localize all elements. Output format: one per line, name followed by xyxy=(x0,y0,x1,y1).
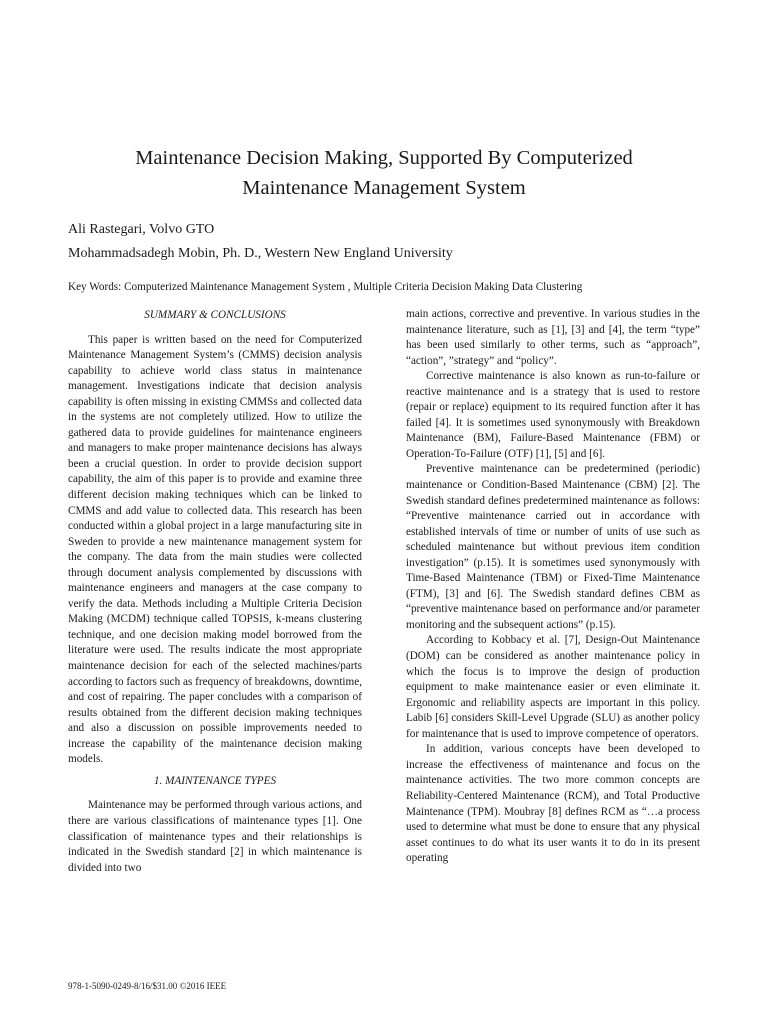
summary-paragraph: This paper is written based on the need for Computerized Maintenance Management System’s (CMMS) decision analysis capability to achieve world class status in maintenance management. Investigations indicate that decision analysis capability is often missing in existing CMMSs and collected data in the systems are not completely utilized. How to utilize the gathered data to provide guidelines for maintenance engineers and managers to make proper maintenance decisions has always been a crucial question. In order to provide decision support capability, the aim of this paper is to provide and examine three different decision making techniques which can be linked to CMMS and add value to collected data. This research has been conducted within a global project in a large manufacturing site in Sweden to provide a new maintenance management system for the company. The data from the main studies were collected through document analysis complemented by discussions with maintenance engineers and managers at the case company to verify the data. Methods including a Multiple Criteria Decision Making (MCDM) technique called TOPSIS, k-means clustering technique, and one decision making model borrowed from the literature were used. The results indicate the most appropriate maintenance decision for each of the selected machines/parts according to factors such as frequency of breakdowns, downtime, and cost of repairing. The paper concludes with a comparison of results obtained from the different decision making techniques and also a discussion on possible improvements needed to increase the capability of the maintenance decision making models. xyxy=(68,333,362,766)
section-1-paragraph-3: Preventive maintenance can be predetermined (periodic) maintenance or Condition-Based Maintenance (CBM) [2]. The Swedish standard defines predetermined maintenance as follows: “Preventive maintenance carried out in accordance with established intervals of time or number of units of use such as scheduled maintenance but without previous item condition investigation” (p.15). It is sometimes used synonymously with Time-Based Maintenance (TBM) or Fixed-Time Maintenance (FTM), [3] and [6]. The Swedish standard defines CBM as “preventive maintenance based on performance and/or parameter monitoring and the subsequent actions” (p.15). xyxy=(406,463,700,631)
copyright-footer: 978-1-5090-0249-8/16/$31.00 ©2016 IEEE xyxy=(68,981,227,991)
left-column xyxy=(68,308,362,876)
paper-title xyxy=(60,143,708,203)
title-line-1: Maintenance Decision Making, Supported By Computerized xyxy=(135,147,633,169)
keywords: Key Words: Computerized Maintenance Management System , Multiple Criteria Decision Making Data Clustering xyxy=(68,281,583,293)
title-line-2: Maintenance Management System xyxy=(242,177,526,199)
section-1-heading: 1. MAINTENANCE TYPES xyxy=(153,774,277,787)
summary-heading: SUMMARY & CONCLUSIONS xyxy=(144,309,286,321)
author-2: Mohammadsadegh Mobin, Ph. D., Western New England University xyxy=(68,246,453,261)
section-1-paragraph-1: Maintenance may be performed through various actions, and there are various classifications of maintenance types [1]. One classification of maintenance types and their relationships is indicated in the Swedish standard [2] in which maintenance is divided into two xyxy=(68,799,362,874)
section-1-paragraph-4: According to Kobbacy et al. [7], Design-Out Maintenance (DOM) can be considered as another maintenance policy in which the focus is to improve the design of production equipment to make maintenance easier or even eliminate it. Ergonomic and reliability aspects are important in this policy. Labib [6] considers Skill-Level Upgrade (SLU) as another policy for maintenance that is used to improve competence of operators. xyxy=(406,634,700,740)
section-1-paragraph-1-continued: main actions, corrective and preventive. In various studies in the maintenance literature, such as [1], [3] and [4], the term “type” has been used similarly to other terms, such as “approach”, “action”, ”strategy” and “policy”. xyxy=(406,308,700,367)
author-1: Ali Rastegari, Volvo GTO xyxy=(68,222,215,237)
section-1-paragraph-2: Corrective maintenance is also known as run-to-failure or reactive maintenance and is a strategy that is used to restore (repair or replace) equipment to its required function after it has failed [4]. It is sometimes used synonymously with Breakdown Maintenance (BM), Failure-Based Maintenance (FBM) or Operation-To-Failure (OTF) [1], [5] and [6]. xyxy=(406,370,700,460)
section-1-paragraph-5: In addition, various concepts have been developed to increase the effectiveness of maintenance and focus on the maintenance activities. The two more common concepts are Reliability-Centered Maintenance (RCM), and Total Productive Maintenance (TPM). Moubray [8] defines RCM as “…a process used to determine what must be done to ensure that any physical asset continues to do what its user wants it to do in its present operating xyxy=(406,743,700,865)
right-column xyxy=(406,307,700,867)
